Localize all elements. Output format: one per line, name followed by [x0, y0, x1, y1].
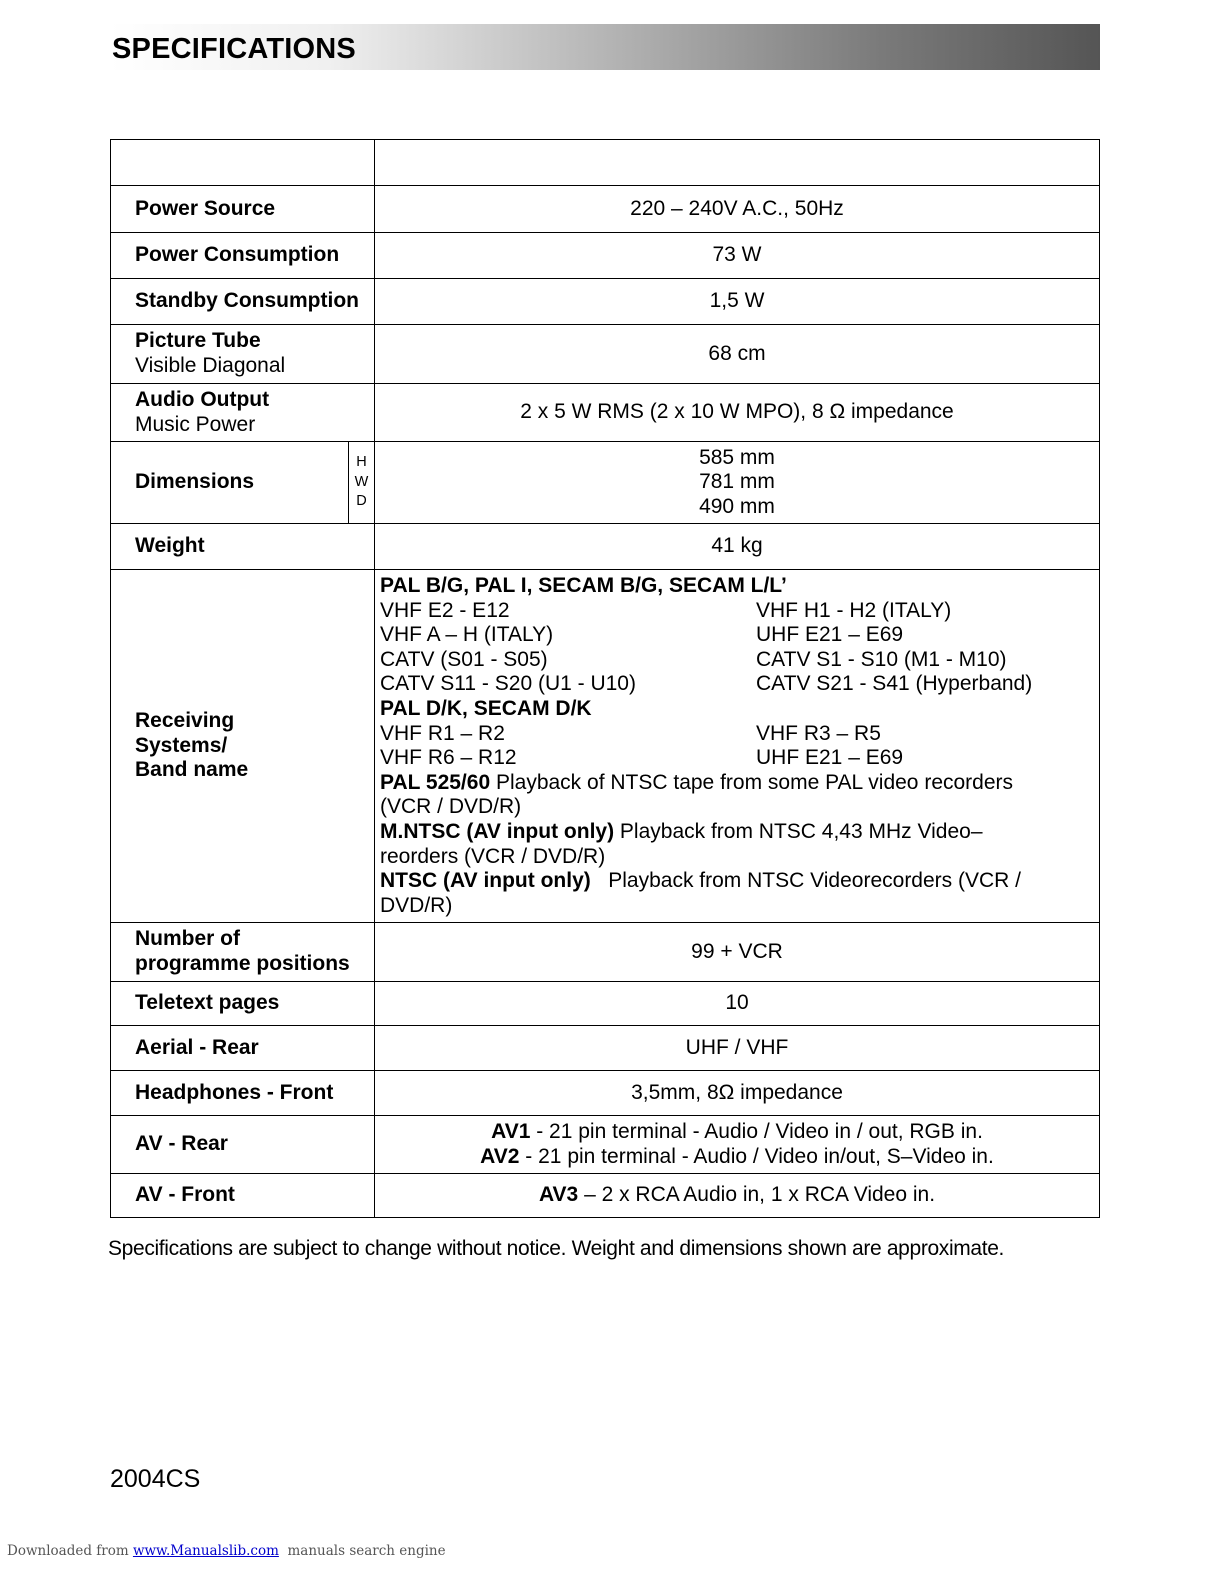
spec-value: UHF / VHF: [375, 1026, 1100, 1071]
table-row: [111, 1026, 1100, 1071]
spec-value: 41 kg: [375, 524, 1100, 570]
band-left: VHF R6 – R12: [380, 746, 517, 770]
table-row: [111, 1071, 1100, 1116]
download-footer: [7, 1543, 446, 1559]
system-name: PAL 525/60: [380, 770, 491, 794]
table-row: [111, 186, 1100, 233]
spec-value: 1,5 W: [375, 279, 1100, 325]
band-row: [380, 623, 1091, 648]
playback-line-cont: (VCR / DVD/R): [380, 795, 522, 819]
table-row: [111, 384, 1100, 442]
av-name: AV1: [491, 1119, 531, 1143]
band-row: [380, 648, 1091, 673]
spec-label: Aerial - Rear: [111, 1026, 375, 1071]
band-left: VHF E2 - E12: [380, 598, 510, 622]
empty-header-cell: [111, 140, 375, 186]
spec-value: 73 W: [375, 233, 1100, 279]
spec-label: Power Consumption: [111, 233, 375, 279]
spec-label: Weight: [111, 524, 375, 570]
band-left: VHF A – H (ITALY): [380, 623, 554, 647]
spec-label: Headphones - Front: [111, 1071, 375, 1116]
band-left: CATV S11 - S20 (U1 - U10): [380, 672, 636, 696]
spec-label-line: programme positions: [135, 952, 350, 975]
spec-label-line: Band name: [135, 758, 249, 782]
spec-value: 99 + VCR: [375, 923, 1100, 982]
footer-suffix: manuals search engine: [278, 1543, 446, 1559]
spec-label: Power Source: [111, 186, 375, 233]
av-line: [375, 1120, 1099, 1145]
system-desc: Playback of NTSC tape from some PAL video recorders: [490, 770, 1014, 794]
axis-d: D: [356, 493, 367, 510]
receiving-systems-cell: [375, 570, 1100, 923]
spec-value: 10: [375, 982, 1100, 1026]
band-row: [380, 672, 1091, 697]
band-right: CATV S1 - S10 (M1 - M10): [756, 647, 1007, 671]
spec-label: [111, 325, 375, 384]
spec-label: [111, 384, 375, 442]
playback-line: [380, 771, 1091, 796]
table-row: [111, 570, 1100, 923]
av-name: AV2: [480, 1144, 520, 1168]
spec-label-line: Number of: [135, 927, 240, 951]
system-group-title: PAL B/G, PAL I, SECAM B/G, SECAM L/L’: [380, 574, 787, 597]
spec-label-main: Picture Tube: [135, 329, 261, 353]
table-row: [111, 1116, 1100, 1174]
width-value: 781 mm: [699, 470, 775, 494]
spec-label: AV - Rear: [111, 1116, 375, 1174]
av-desc: - 21 pin terminal - Audio / Video in/out, S–Video in.: [519, 1144, 994, 1168]
system-desc: Playback from NTSC 4,43 MHz Video–: [614, 819, 983, 843]
av-name: AV3: [538, 1183, 579, 1207]
spec-value: [375, 442, 1100, 524]
table-row: [111, 982, 1100, 1026]
playback-line-cont: reorders (VCR / DVD/R): [380, 844, 606, 868]
table-row: [111, 923, 1100, 982]
spec-value: 3,5mm, 8Ω impedance: [375, 1071, 1100, 1116]
spec-label-main: Audio Output: [135, 387, 270, 411]
spec-label: Standby Consumption: [111, 279, 375, 325]
spec-label-line: Receiving: [135, 709, 235, 733]
spec-value: 220 – 240V A.C., 50Hz: [375, 186, 1100, 233]
table-row: [111, 442, 1100, 524]
spec-label: Dimensions: [111, 442, 349, 524]
av-line: [375, 1145, 1099, 1170]
table-header-row: [111, 140, 1100, 186]
page-title: SPECIFICATIONS: [112, 33, 356, 65]
av-desc: – 2 x RCA Audio in, 1 x RCA Video in.: [578, 1183, 936, 1207]
spec-label: [111, 923, 375, 982]
band-row: [380, 599, 1091, 624]
height-value: 585 mm: [699, 445, 775, 469]
dimension-axis-labels: [349, 442, 375, 524]
spec-label: [111, 570, 375, 923]
axis-h: H: [356, 454, 367, 471]
spec-value: [375, 1174, 1100, 1218]
disclaimer-note: Specifications are subject to change without notice. Weight and dimensions shown are approximate.: [108, 1237, 1005, 1260]
footer-prefix: Downloaded from: [7, 1543, 133, 1559]
band-left: CATV (S01 - S05): [380, 647, 548, 671]
table-row: [111, 233, 1100, 279]
av-desc: - 21 pin terminal - Audio / Video in / out, RGB in.: [530, 1119, 983, 1143]
spec-sublabel: Music Power: [135, 412, 256, 436]
table-row: [111, 1174, 1100, 1218]
spec-sublabel: Visible Diagonal: [135, 354, 286, 377]
manualslib-link[interactable]: www.Manualslib.com: [132, 1543, 279, 1559]
spec-label: AV - Front: [111, 1174, 375, 1218]
system-desc: Playback from NTSC Videorecorders (VCR /: [590, 869, 1021, 893]
specifications-table: [110, 139, 1100, 1218]
table-row: [111, 279, 1100, 325]
page-header-bar: [110, 24, 1100, 70]
system-name: NTSC (AV input only): [380, 869, 591, 893]
band-right: VHF R3 – R5: [756, 721, 881, 745]
system-group-title: PAL D/K, SECAM D/K: [380, 696, 592, 720]
axis-w: W: [354, 473, 369, 490]
band-right: VHF H1 - H2 (ITALY): [756, 598, 952, 622]
band-right: UHF E21 – E69: [756, 623, 904, 647]
playback-line: [380, 820, 1091, 845]
band-row: [380, 746, 1091, 771]
depth-value: 490 mm: [699, 494, 775, 518]
playback-line-cont: DVD/R): [380, 893, 453, 917]
model-number: 2004CS: [110, 1465, 201, 1493]
spec-value: [375, 1116, 1100, 1174]
spec-value: 68 cm: [375, 325, 1100, 384]
band-row: [380, 722, 1091, 747]
band-left: VHF R1 – R2: [380, 721, 505, 745]
spec-label-line: Systems/: [135, 733, 228, 757]
empty-header-cell: [375, 140, 1100, 186]
table-row: [111, 325, 1100, 384]
band-right: UHF E21 – E69: [756, 746, 904, 770]
system-name: M.NTSC (AV input only): [380, 819, 615, 843]
band-right: CATV S21 - S41 (Hyperband): [756, 672, 1033, 696]
table-row: [111, 524, 1100, 570]
playback-line: [380, 869, 1091, 894]
spec-value: 2 x 5 W RMS (2 x 10 W MPO), 8 Ω impedance: [375, 384, 1100, 442]
spec-label: Teletext pages: [111, 982, 375, 1026]
